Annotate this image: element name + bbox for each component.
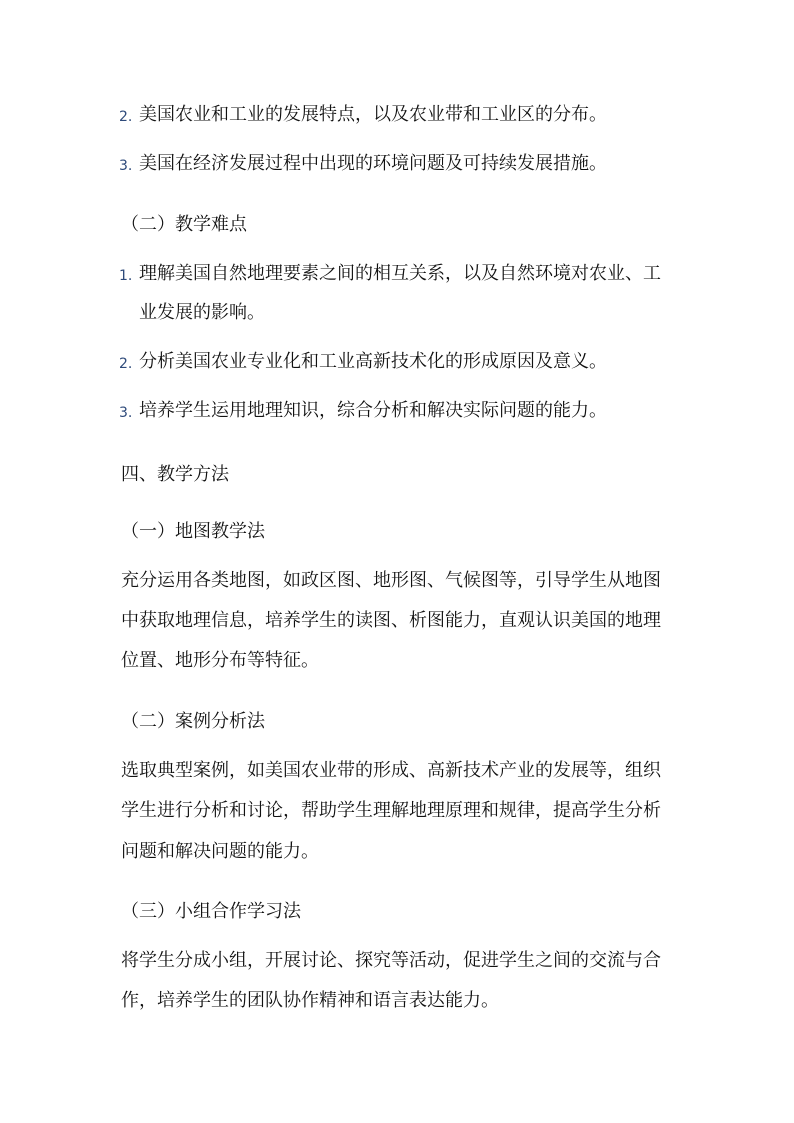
list-text: 美国农业和工业的发展特点，以及农业带和工业区的分布。	[139, 104, 607, 125]
list-number: 2.	[119, 109, 133, 125]
list-number: 3.	[119, 158, 133, 174]
paragraph-text: 学生进行分析和讨论，帮助学生理解地理原理和规律，提高学生分析	[121, 800, 661, 821]
methods-title: 四、教学方法	[121, 464, 229, 485]
list-number: 1.	[119, 268, 133, 284]
paragraph-text: 选取典型案例，如美国农业带的形成、高新技术产业的发展等，组织	[121, 760, 661, 781]
subsection-heading-text: （三）小组合作学习法	[121, 901, 301, 922]
list-text: 分析美国农业专业化和工业高新技术化的形成原因及意义。	[139, 351, 607, 372]
list-text: 美国在经济发展过程中出现的环境问题及可持续发展措施。	[139, 153, 607, 174]
paragraph-text: 问题和解决问题的能力。	[121, 841, 319, 862]
list-text: 业发展的影响。	[139, 302, 265, 323]
list-number: 3.	[119, 405, 133, 421]
paragraph-text: 将学生分成小组，开展讨论、探究等活动，促进学生之间的交流与合	[121, 950, 661, 971]
list-text: 培养学生运用地理知识，综合分析和解决实际问题的能力。	[139, 400, 607, 421]
paragraph-text: 作，培养学生的团队协作精神和语言表达能力。	[121, 990, 499, 1011]
difficulties-heading: （二）教学难点	[121, 214, 247, 235]
paragraph-text: 位置、地形分布等特征。	[121, 650, 319, 671]
list-number: 2.	[119, 356, 133, 372]
paragraph-text: 中获取地理信息，培养学生的读图、析图能力，直观认识美国的地理	[121, 610, 661, 631]
list-text: 理解美国自然地理要素之间的相互关系，以及自然环境对农业、工	[139, 263, 661, 284]
subsection-heading-text: （一）地图教学法	[121, 521, 265, 542]
subsection-heading-text: （二）案例分析法	[121, 711, 265, 732]
paragraph-text: 充分运用各类地图，如政区图、地形图、气候图等，引导学生从地图	[121, 570, 661, 591]
